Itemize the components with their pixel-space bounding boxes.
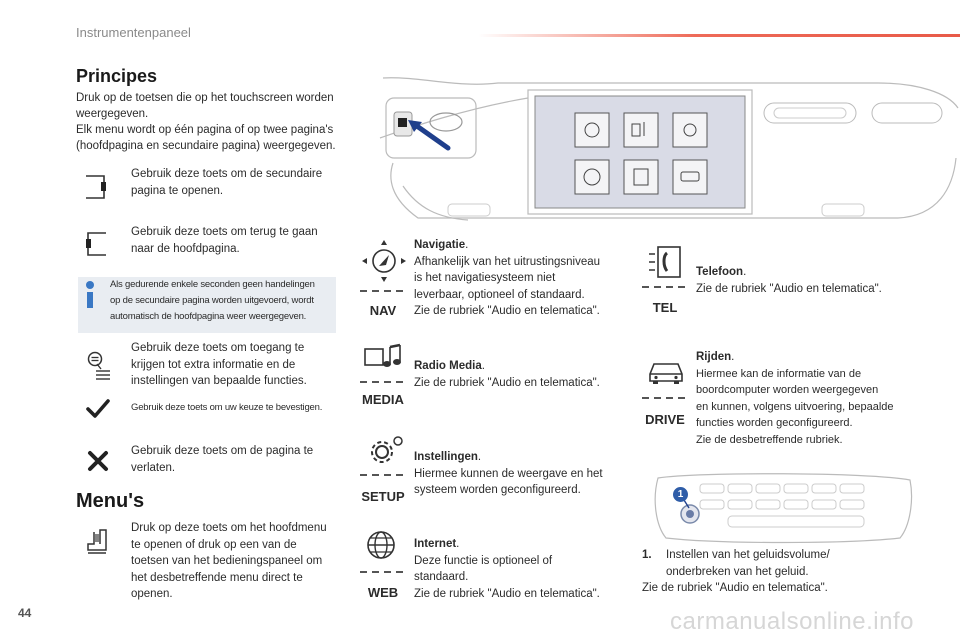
menus-title: Menu's — [76, 490, 145, 512]
info-icon — [87, 292, 93, 308]
callout-badge: 1 — [673, 487, 688, 502]
nav-label: NAV — [369, 303, 397, 318]
section-header: Instrumentenpaneel — [76, 25, 191, 40]
info-note-box — [78, 277, 336, 333]
drive-label: DRIVE — [645, 412, 685, 427]
confirm-text: Gebruik deze toets om uw keuze te bevestigen. — [131, 402, 323, 413]
nav-text: Navigatie. Afhankelijk van het uitrustingsniveau is het navigatiesysteem niet leverbaar, optioneel of standaard. Zie de rubriek "Audio en telematica". — [414, 239, 601, 317]
menus-text: Druk op deze toets om het hoofdmenu te openen of druk op een van de toetsen van het bedieningspaneel om het desbetreffende menu direct te openen. — [131, 522, 327, 600]
tel-label: TEL — [652, 300, 678, 315]
nav-dashes — [360, 290, 406, 292]
watermark: carmanualsonline.info — [670, 608, 914, 635]
internet-globe-icon — [364, 528, 400, 564]
settings-icon — [364, 433, 408, 467]
page-number: 44 — [18, 606, 32, 620]
info-note-text: Als gedurende enkele seconden geen handelingen op de secundaire pagina worden uitgevoerd, wordt automatisch de hoofdpagina weer weergegeven. — [110, 279, 315, 322]
control-panel-caption: 1. Instellen van het geluidsvolume/ onderbreken van het geluid. Zie de rubriek "Audio en telematica". — [642, 549, 830, 594]
info-icon-dot — [86, 281, 94, 289]
drive-dashes — [642, 397, 688, 399]
close-icon — [86, 449, 110, 473]
principes-title: Principes — [76, 66, 158, 86]
close-text: Gebruik deze toets om de pagina te verlaten. — [131, 445, 314, 474]
media-label: MEDIA — [362, 392, 404, 407]
tel-text: Telefoon. Zie de rubriek "Audio en telematica". — [696, 266, 882, 295]
drive-car-icon — [646, 358, 686, 386]
checkmark-icon — [85, 398, 111, 420]
secondary-page-icon — [82, 173, 110, 201]
main-page-icon — [82, 230, 110, 258]
info-functions-text: Gebruik deze toets om toegang te krijgen tot extra informatie en de instellingen van bepaalde functies. — [131, 342, 307, 387]
radio-media-icon — [362, 343, 406, 371]
tel-dashes — [642, 286, 688, 288]
info-functions-icon — [84, 349, 114, 383]
principes-intro: Druk op de toetsen die op het touchscreen worden weergegeven. Elk menu wordt op één pagina of op twee pagina's (hoofdpagina en secundaire pagina) weergegeven. — [76, 92, 336, 152]
telephone-icon — [646, 244, 684, 280]
web-dashes — [360, 571, 406, 573]
media-dashes — [360, 381, 406, 383]
dashboard-illustration — [378, 68, 960, 236]
secondary-page-text: Gebruik deze toets om de secundaire pagina te openen. — [131, 168, 323, 197]
setup-dashes — [360, 474, 406, 476]
setup-text: Instellingen. Hiermee kunnen de weergave en het systeem worden geconfigureerd. — [414, 451, 603, 496]
main-menu-icon — [84, 526, 112, 556]
main-page-text: Gebruik deze toets om terug te gaan naar de hoofdpagina. — [131, 226, 318, 255]
control-panel-illustration — [648, 470, 918, 546]
media-text: Radio Media. Zie de rubriek "Audio en telematica". — [414, 360, 600, 389]
web-label: WEB — [367, 585, 399, 600]
navigation-icon — [360, 238, 408, 284]
header-accent-bar — [478, 34, 960, 37]
web-text: Internet. Deze functie is optioneel of standaard. Zie de rubriek "Audio en telematica". — [414, 538, 600, 600]
setup-label: SETUP — [361, 489, 405, 504]
drive-text: Rijden. Hiermee kan de informatie van de boordcomputer worden weergegeven en kunnen, volgens uitvoering, bepaalde functies worden geconfigureerd. Zie de desbetreffende rubriek. — [696, 351, 894, 446]
